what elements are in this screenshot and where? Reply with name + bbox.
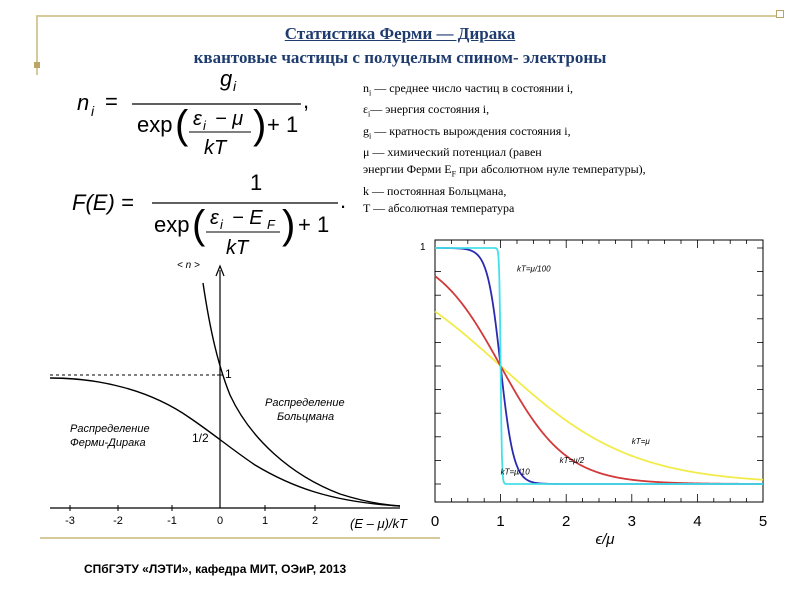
label-fermi-dirac: Распределение [70, 423, 150, 435]
svg-text:): ) [282, 203, 296, 247]
boltzmann-curve [203, 283, 400, 506]
formula2-inner-num-tail-sub: F [267, 217, 275, 232]
left-y-axis-label: < n > [177, 260, 200, 271]
series-label: kT=μ/2 [559, 455, 585, 465]
formula2-lhs: F(E) = [72, 190, 134, 215]
left-x-tick: -2 [113, 515, 123, 527]
formula1-inner-num: ε [193, 108, 202, 130]
formula2-plus-one: + 1 [298, 212, 330, 237]
right-x-axis-label: ϵ/μ [595, 531, 615, 548]
slide-subtitle: квантовые частицы с полуцелым спином- электроны [193, 48, 607, 67]
formula2-tail: . [340, 188, 347, 213]
formula1-tail: , [303, 88, 310, 113]
formula1-exp: exp [137, 112, 173, 137]
series-label: kT=μ/10 [500, 467, 530, 477]
left-distribution-chart [40, 250, 420, 535]
right-x-tick-label: 5 [758, 513, 768, 530]
formula1-inner-num-tail: − μ [215, 108, 244, 130]
label-boltzmann-2: Больцмана [277, 411, 335, 423]
label-fermi-dirac-2: Ферми-Дирака [70, 437, 146, 449]
legend-line-g: $g_i$ — кратность вырождения состояния i, [363, 123, 571, 141]
footer-credit: СПбГЭТУ «ЛЭТИ», кафедра МИТ, ОЭиР, 2013 [84, 562, 347, 576]
formula2-inner-num: ε [210, 207, 219, 229]
formula1-plus-one: + 1 [267, 112, 299, 137]
right-x-tick-label: 1 [496, 513, 505, 530]
formula-occupation-number [75, 62, 325, 162]
left-tick-half: 1/2 [192, 431, 209, 445]
svg-text:(: ( [175, 103, 189, 147]
formula1-numerator-sub: i [233, 78, 237, 94]
formula2-inner-num-tail: − E [232, 207, 263, 229]
legend-line-epsilon: $\varepsilon_i—$ энергия состояния i, [363, 102, 490, 119]
right-y-tick-1: 1 [420, 242, 426, 253]
legend-line-t: T — абсолютная температура [363, 200, 515, 215]
right-x-tick-label: 4 [693, 513, 702, 530]
formula2-exp: exp [154, 212, 190, 237]
legend-line-fermi-energy: энергии Ферми $E_F$ при абсолютном нуле температуры), [363, 162, 646, 179]
left-x-tick: 0 [216, 515, 224, 527]
right-x-tick-label: 0 [430, 513, 440, 530]
formula1-lhs-sub: i [91, 103, 95, 119]
formula1-inner-num-sub: i [203, 118, 206, 133]
legend-line-mu: μ — химический потенциал (равен [363, 145, 542, 160]
frame-corner-mark [776, 10, 784, 18]
formula1-inner-den: kT [204, 137, 227, 159]
footer-separator [40, 537, 440, 539]
left-x-axis-label: (E – μ)/kT [350, 516, 407, 531]
frame-top-line [36, 15, 780, 17]
series-label: kT=μ [631, 436, 650, 446]
formula2-inner-num-sub: i [220, 217, 223, 232]
formula1-lhs: n [77, 90, 90, 115]
slide-title: Статистика Ферми — Дирака [284, 24, 516, 43]
formula2-numerator: 1 [250, 170, 263, 195]
left-tick-1: 1 [225, 367, 232, 381]
formula1-numerator: g [220, 66, 233, 91]
legend-line-n: $n_i$ — среднее число частиц в состоянии i, [363, 81, 574, 98]
formula2-inner-den: kT [226, 237, 249, 259]
legend-line-k: k — постоянная Больцмана, [363, 183, 507, 198]
svg-text:(: ( [192, 203, 206, 247]
symbol-legend [363, 80, 783, 217]
right-x-tick-label: 3 [627, 513, 636, 530]
plot-frame [435, 240, 763, 502]
svg-text:=: = [105, 89, 118, 114]
series-label: kT=μ/100 [517, 264, 551, 274]
left-x-tick: -1 [167, 515, 177, 527]
formula-fermi-dirac [68, 170, 358, 260]
left-x-tick: 2 [311, 515, 319, 527]
fermi-dirac-temperature-chart [410, 230, 775, 550]
label-boltzmann: Распределение [265, 397, 345, 409]
right-x-tick-label: 2 [562, 513, 571, 530]
svg-text:): ) [253, 103, 267, 147]
left-x-tick: -3 [65, 515, 75, 527]
left-x-tick: 1 [261, 515, 269, 527]
